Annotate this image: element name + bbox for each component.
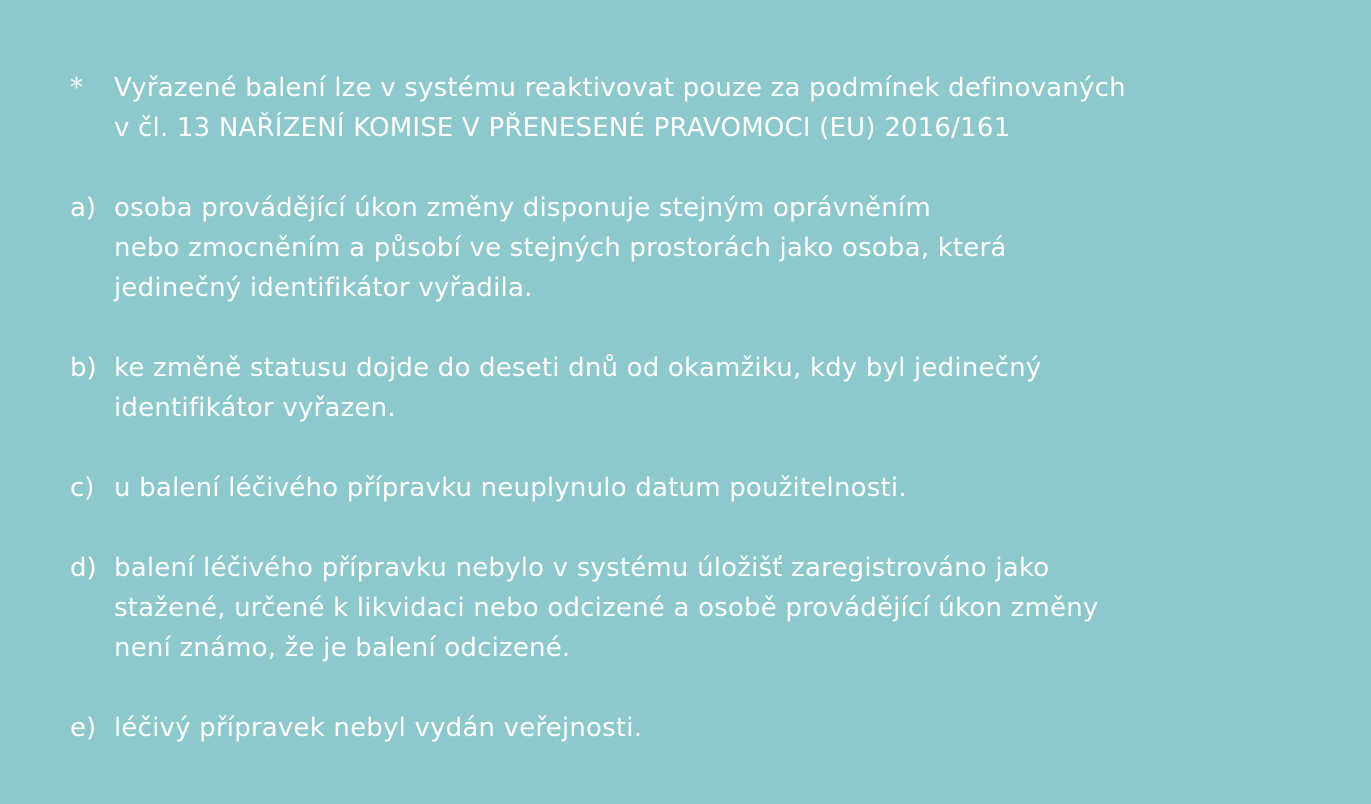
condition-marker: b) [70, 353, 97, 383]
condition-line: nebo zmocněním a působí ve stejných prostorách jako osoba, která [114, 233, 1007, 263]
condition-marker: a) [70, 193, 97, 223]
condition-b [70, 348, 1331, 428]
condition-line: ke změně statusu dojde do deseti dnů od okamžiku, kdy byl jedinečný [114, 353, 1042, 383]
note-text [114, 68, 1126, 148]
condition-line: osoba provádějící úkon změny disponuje stejným oprávněním [114, 193, 931, 223]
condition-c [70, 468, 1331, 508]
condition-line: jedinečný identifikátor vyřadila. [114, 273, 533, 303]
condition-line: není známo, že je balení odcizené. [114, 633, 571, 663]
condition-line: u balení léčivého přípravku neuplynulo datum použitelnosti. [114, 473, 907, 503]
note-line: v čl. 13 NAŘÍZENÍ KOMISE V PŘENESENÉ PRAVOMOCI (EU) 2016/161 [114, 113, 1011, 143]
note-marker: * [70, 73, 83, 103]
condition-marker: d) [70, 553, 97, 583]
condition-d [70, 548, 1331, 668]
condition-line: stažené, určené k likvidaci nebo odcizené a osobě provádějící úkon změny [114, 593, 1099, 623]
condition-e [70, 708, 1331, 748]
condition-marker: c) [70, 473, 95, 503]
condition-text [114, 348, 1041, 428]
condition-text [114, 188, 1007, 308]
note-line: Vyřazené balení lze v systému reaktivovat pouze za podmínek definovaných [114, 73, 1126, 103]
condition-line: identifikátor vyřazen. [114, 393, 396, 423]
condition-a [70, 188, 1331, 308]
condition-marker: e) [70, 713, 97, 743]
condition-text [114, 548, 1098, 668]
condition-text [114, 468, 907, 508]
condition-line: balení léčivého přípravku nebylo v systému úložišť zaregistrováno jako [114, 553, 1050, 583]
condition-line: léčivý přípravek nebyl vydán veřejnosti. [114, 713, 643, 743]
note-item [70, 68, 1331, 148]
condition-text [114, 708, 642, 748]
